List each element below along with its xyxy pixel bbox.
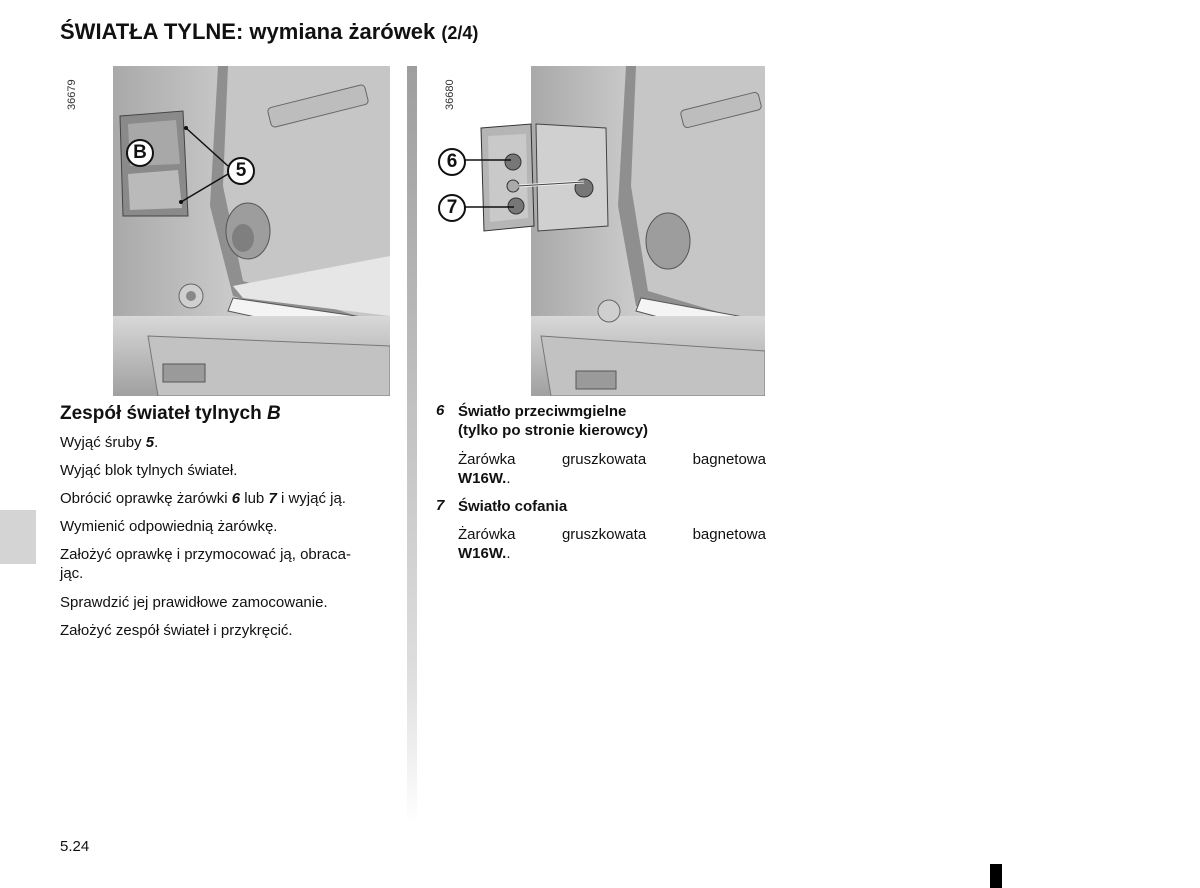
illustration-ref-number: 36679 [66,79,78,110]
step-line-1: Założyć oprawkę i przymocować ją, obraca- [60,546,351,563]
section-title-ref: B [266,403,281,424]
section-title-text: Zespół świateł tylnych [60,403,262,424]
callout-7: 7 [438,194,466,222]
page-number: 5.24 [60,838,90,855]
illustration-ref-number: 36680 [444,79,456,110]
bulb-type: W16W. [458,545,507,562]
item-6-title [458,402,648,440]
page-title-text: ŚWIATŁA TYLNE: wymiana żarówek [60,19,436,44]
step-text-middle: lub [240,490,269,507]
item-7-bulb-type [458,544,511,563]
step-check-fitting: Sprawdzić jej prawidłowe zamocowanie. [60,594,328,611]
callout-5: 5 [227,157,255,185]
step-remove-light-block: Wyjąć blok tylnych świateł. [60,462,238,479]
column-divider [407,66,417,826]
step-text: Obrócić oprawkę żarówki [60,490,232,507]
step-text-end: . [154,434,159,451]
bulb-type-end: . [506,470,511,487]
page-edge-marker [990,864,1002,888]
chapter-side-tab [0,510,36,564]
step-refit-assembly: Założyć zespół świateł i przykręcić. [60,622,293,639]
step-remove-screws [60,433,390,452]
bulb-type-end: . [506,545,511,562]
callout-6: 6 [438,148,466,176]
step-ref: 6 [231,490,241,507]
step-replace-bulb: Wymienić odpowiednią żarówkę. [60,518,278,535]
section-title [60,403,281,425]
item-number-6: 6 [436,402,445,419]
item-title-line-2: (tylko po stronie kierowcy) [458,422,649,439]
page-title [60,19,478,45]
step-text: Wyjąć śruby [60,434,146,451]
page-title-suffix: (2/4) [441,23,479,43]
item-number-7: 7 [436,497,445,514]
step-rotate-holder [60,489,390,508]
item-title-line-1: Światło przeciwmgielne [458,403,627,420]
callout-b: B [126,139,154,167]
item-6-desc-line: Żarówka gruszkowata bagnetowa [458,451,766,468]
item-7-desc-line: Żarówka gruszkowata bagnetowa [458,526,766,543]
item-7-title: Światło cofania [458,498,568,515]
van-rear-open-drawing [436,66,765,396]
step-refit-holder [60,545,390,583]
illustration-bulb-holders [436,66,765,396]
step-ref: 5 [145,434,155,451]
item-6-bulb-type [458,469,511,488]
van-rear-drawing [58,66,390,396]
step-text-end: i wyjąć ją. [276,490,346,507]
step-line-2: jąc. [60,565,84,582]
bulb-type: W16W. [458,470,507,487]
illustration-rear-light-assembly [58,66,390,396]
step-ref-2: 7 [268,490,277,507]
